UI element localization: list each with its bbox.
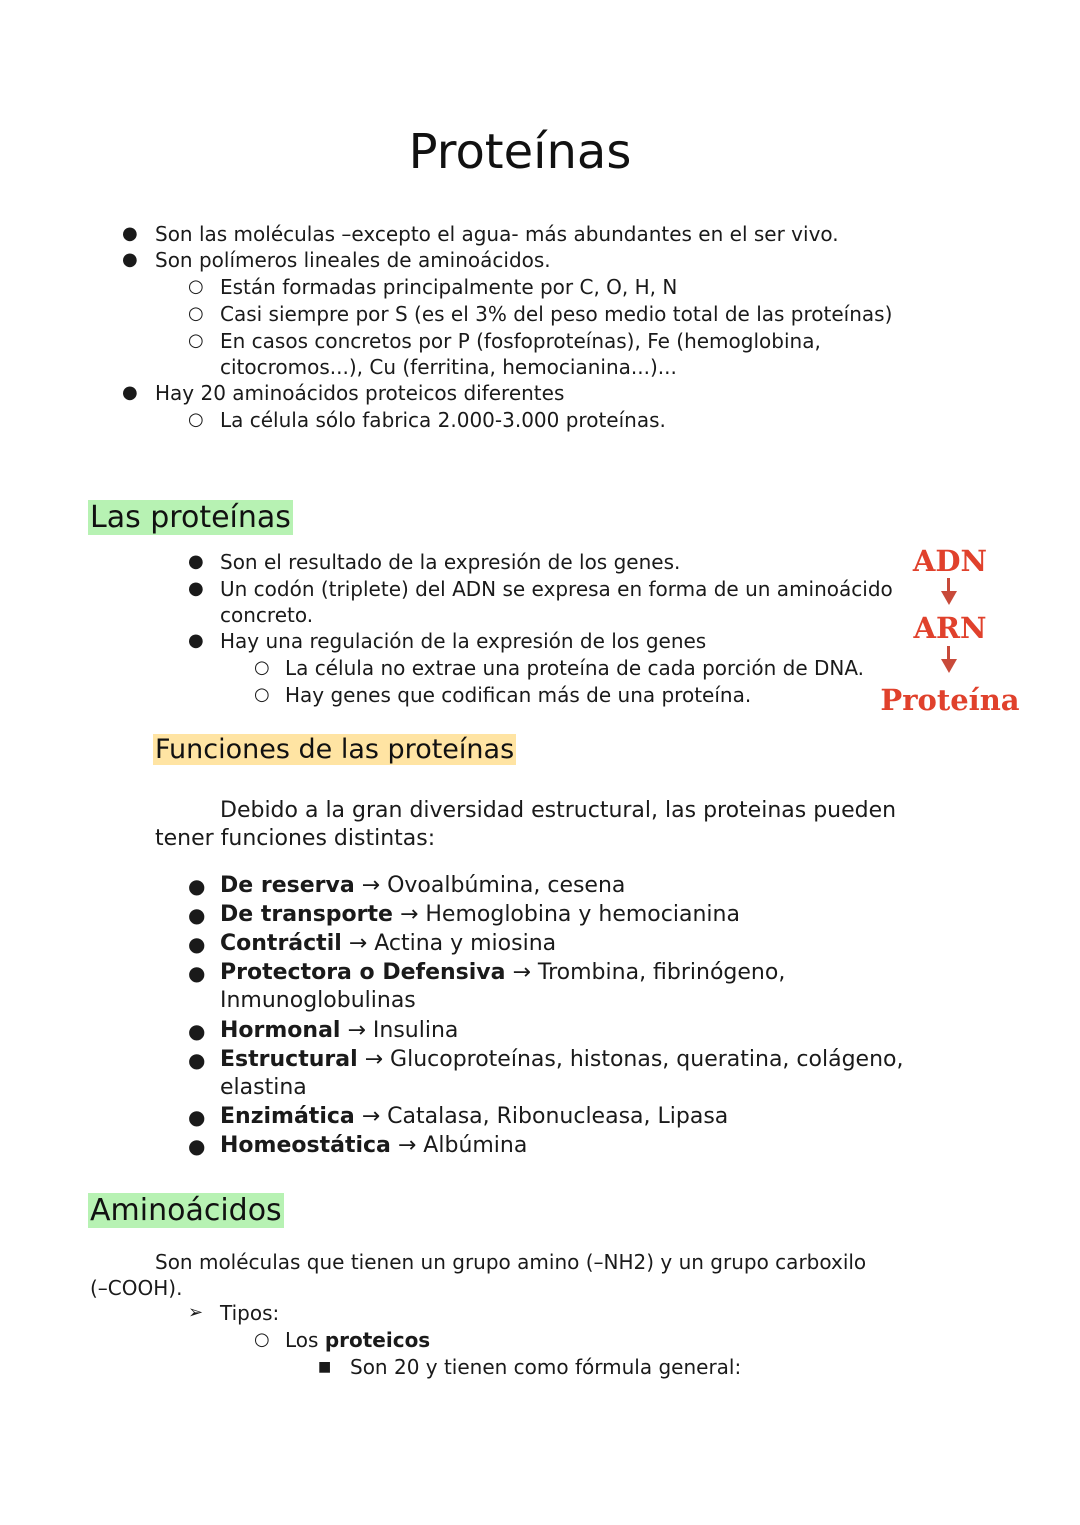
paragraph-line: tener funciones distintas: (155, 826, 436, 851)
list-item-continuation: elastina (220, 1075, 307, 1100)
list-item-bold: proteicos (324, 1328, 431, 1352)
list-item (220, 1017, 458, 1045)
list-item (220, 1046, 903, 1074)
list-item: Son el resultado de la expresión de los genes. (220, 550, 681, 574)
list-item (285, 1327, 430, 1353)
circle-bullet-icon: ○ (188, 330, 204, 351)
function-examples: → Insulina (340, 1018, 459, 1043)
list-item (220, 1132, 527, 1160)
list-item (220, 1103, 728, 1131)
list-item (220, 901, 740, 929)
function-examples: → Actina y miosina (341, 931, 557, 956)
list-item: Hay genes que codifican más de una proteína. (285, 683, 752, 707)
section-heading-aminoacidos: Aminoácidos (90, 1193, 282, 1228)
bullet-icon: ● (188, 1048, 206, 1072)
bullet-icon: ● (188, 1019, 206, 1043)
down-arrow-icon (947, 646, 950, 660)
function-name: De transporte (220, 902, 393, 927)
list-item (220, 959, 785, 987)
circle-bullet-icon: ○ (188, 409, 204, 430)
page-title: Proteínas (408, 124, 632, 180)
function-examples: → Ovoalbúmina, cesena (354, 873, 626, 898)
function-examples: → Hemoglobina y hemocianina (392, 902, 740, 927)
diagram-label-proteina: Proteína (880, 683, 1020, 717)
section-heading-funciones: Funciones de las proteínas (155, 734, 515, 765)
down-arrow-head-icon (941, 659, 957, 673)
list-item: Hay una regulación de la expresión de los genes (220, 629, 707, 653)
circle-bullet-icon: ○ (254, 657, 270, 678)
diagram-label-adn: ADN (912, 544, 988, 578)
circle-bullet-icon: ○ (188, 303, 204, 324)
function-name: Homeostática (220, 1133, 391, 1158)
list-item: En casos concretos por P (fosfoproteínas), Fe (hemoglobina, (220, 329, 821, 353)
function-examples: → Catalasa, Ribonucleasa, Lipasa (354, 1104, 729, 1129)
list-item: Son 20 y tienen como fórmula general: (350, 1355, 742, 1379)
list-item: Tipos: (220, 1301, 280, 1325)
list-item: Son polímeros lineales de aminoácidos. (155, 248, 551, 272)
arrow-bullet-icon: ➢ (188, 1302, 204, 1323)
list-item: Hay 20 aminoácidos proteicos diferentes (155, 381, 565, 405)
function-name: Hormonal (220, 1018, 341, 1043)
bullet-icon: ● (188, 874, 206, 898)
circle-bullet-icon: ○ (254, 1329, 270, 1350)
list-item: Son las moléculas –excepto el agua- más abundantes en el ser vivo. (155, 222, 839, 246)
bullet-icon: ● (122, 223, 138, 244)
down-arrow-icon (947, 578, 950, 592)
bullet-icon: ● (122, 382, 138, 403)
paragraph-line: Son moléculas que tienen un grupo amino (–NH2) y un grupo carboxilo (155, 1250, 867, 1274)
list-item-text: Los (285, 1328, 325, 1352)
bullet-icon: ● (188, 1105, 206, 1129)
list-item-continuation: Inmunoglobulinas (220, 988, 416, 1013)
paragraph-line: Debido a la gran diversidad estructural, las proteinas pueden (220, 798, 897, 823)
list-item-continuation: citocromos...), Cu (ferritina, hemocianina...)... (220, 355, 677, 379)
list-item-continuation: concreto. (220, 603, 314, 627)
section-heading-las-proteinas: Las proteínas (90, 500, 291, 535)
list-item: La célula no extrae una proteína de cada porción de DNA. (285, 656, 865, 680)
bullet-icon: ● (122, 249, 138, 270)
function-name: Estructural (220, 1047, 358, 1072)
function-name: Enzimática (220, 1104, 355, 1129)
function-name: Protectora o Defensiva (220, 960, 506, 985)
down-arrow-head-icon (941, 591, 957, 605)
bullet-icon: ● (188, 630, 204, 651)
function-examples: → Trombina, fibrinógeno, (505, 960, 786, 985)
bullet-icon: ● (188, 578, 204, 599)
function-name: Contráctil (220, 931, 342, 956)
circle-bullet-icon: ○ (188, 276, 204, 297)
diagram-label-arn: ARN (913, 611, 987, 645)
function-examples: → Glucoproteínas, histonas, queratina, colágeno, (357, 1047, 904, 1072)
function-examples: → Albúmina (390, 1133, 528, 1158)
bullet-icon: ● (188, 961, 206, 985)
list-item: La célula sólo fabrica 2.000-3.000 proteínas. (220, 408, 666, 432)
bullet-icon: ● (188, 551, 204, 572)
function-name: De reserva (220, 873, 355, 898)
bullet-icon: ● (188, 932, 206, 956)
list-item (220, 872, 625, 900)
list-item: Casi siempre por S (es el 3% del peso medio total de las proteínas) (220, 302, 893, 326)
paragraph-line: (–COOH). (90, 1276, 183, 1300)
circle-bullet-icon: ○ (254, 684, 270, 705)
list-item: Un codón (triplete) del ADN se expresa en forma de un aminoácido (220, 577, 893, 601)
list-item: Están formadas principalmente por C, O, H, N (220, 275, 678, 299)
bullet-icon: ● (188, 903, 206, 927)
list-item (220, 930, 556, 958)
bullet-icon: ● (188, 1134, 206, 1158)
square-bullet-icon: ■ (318, 1359, 332, 1375)
